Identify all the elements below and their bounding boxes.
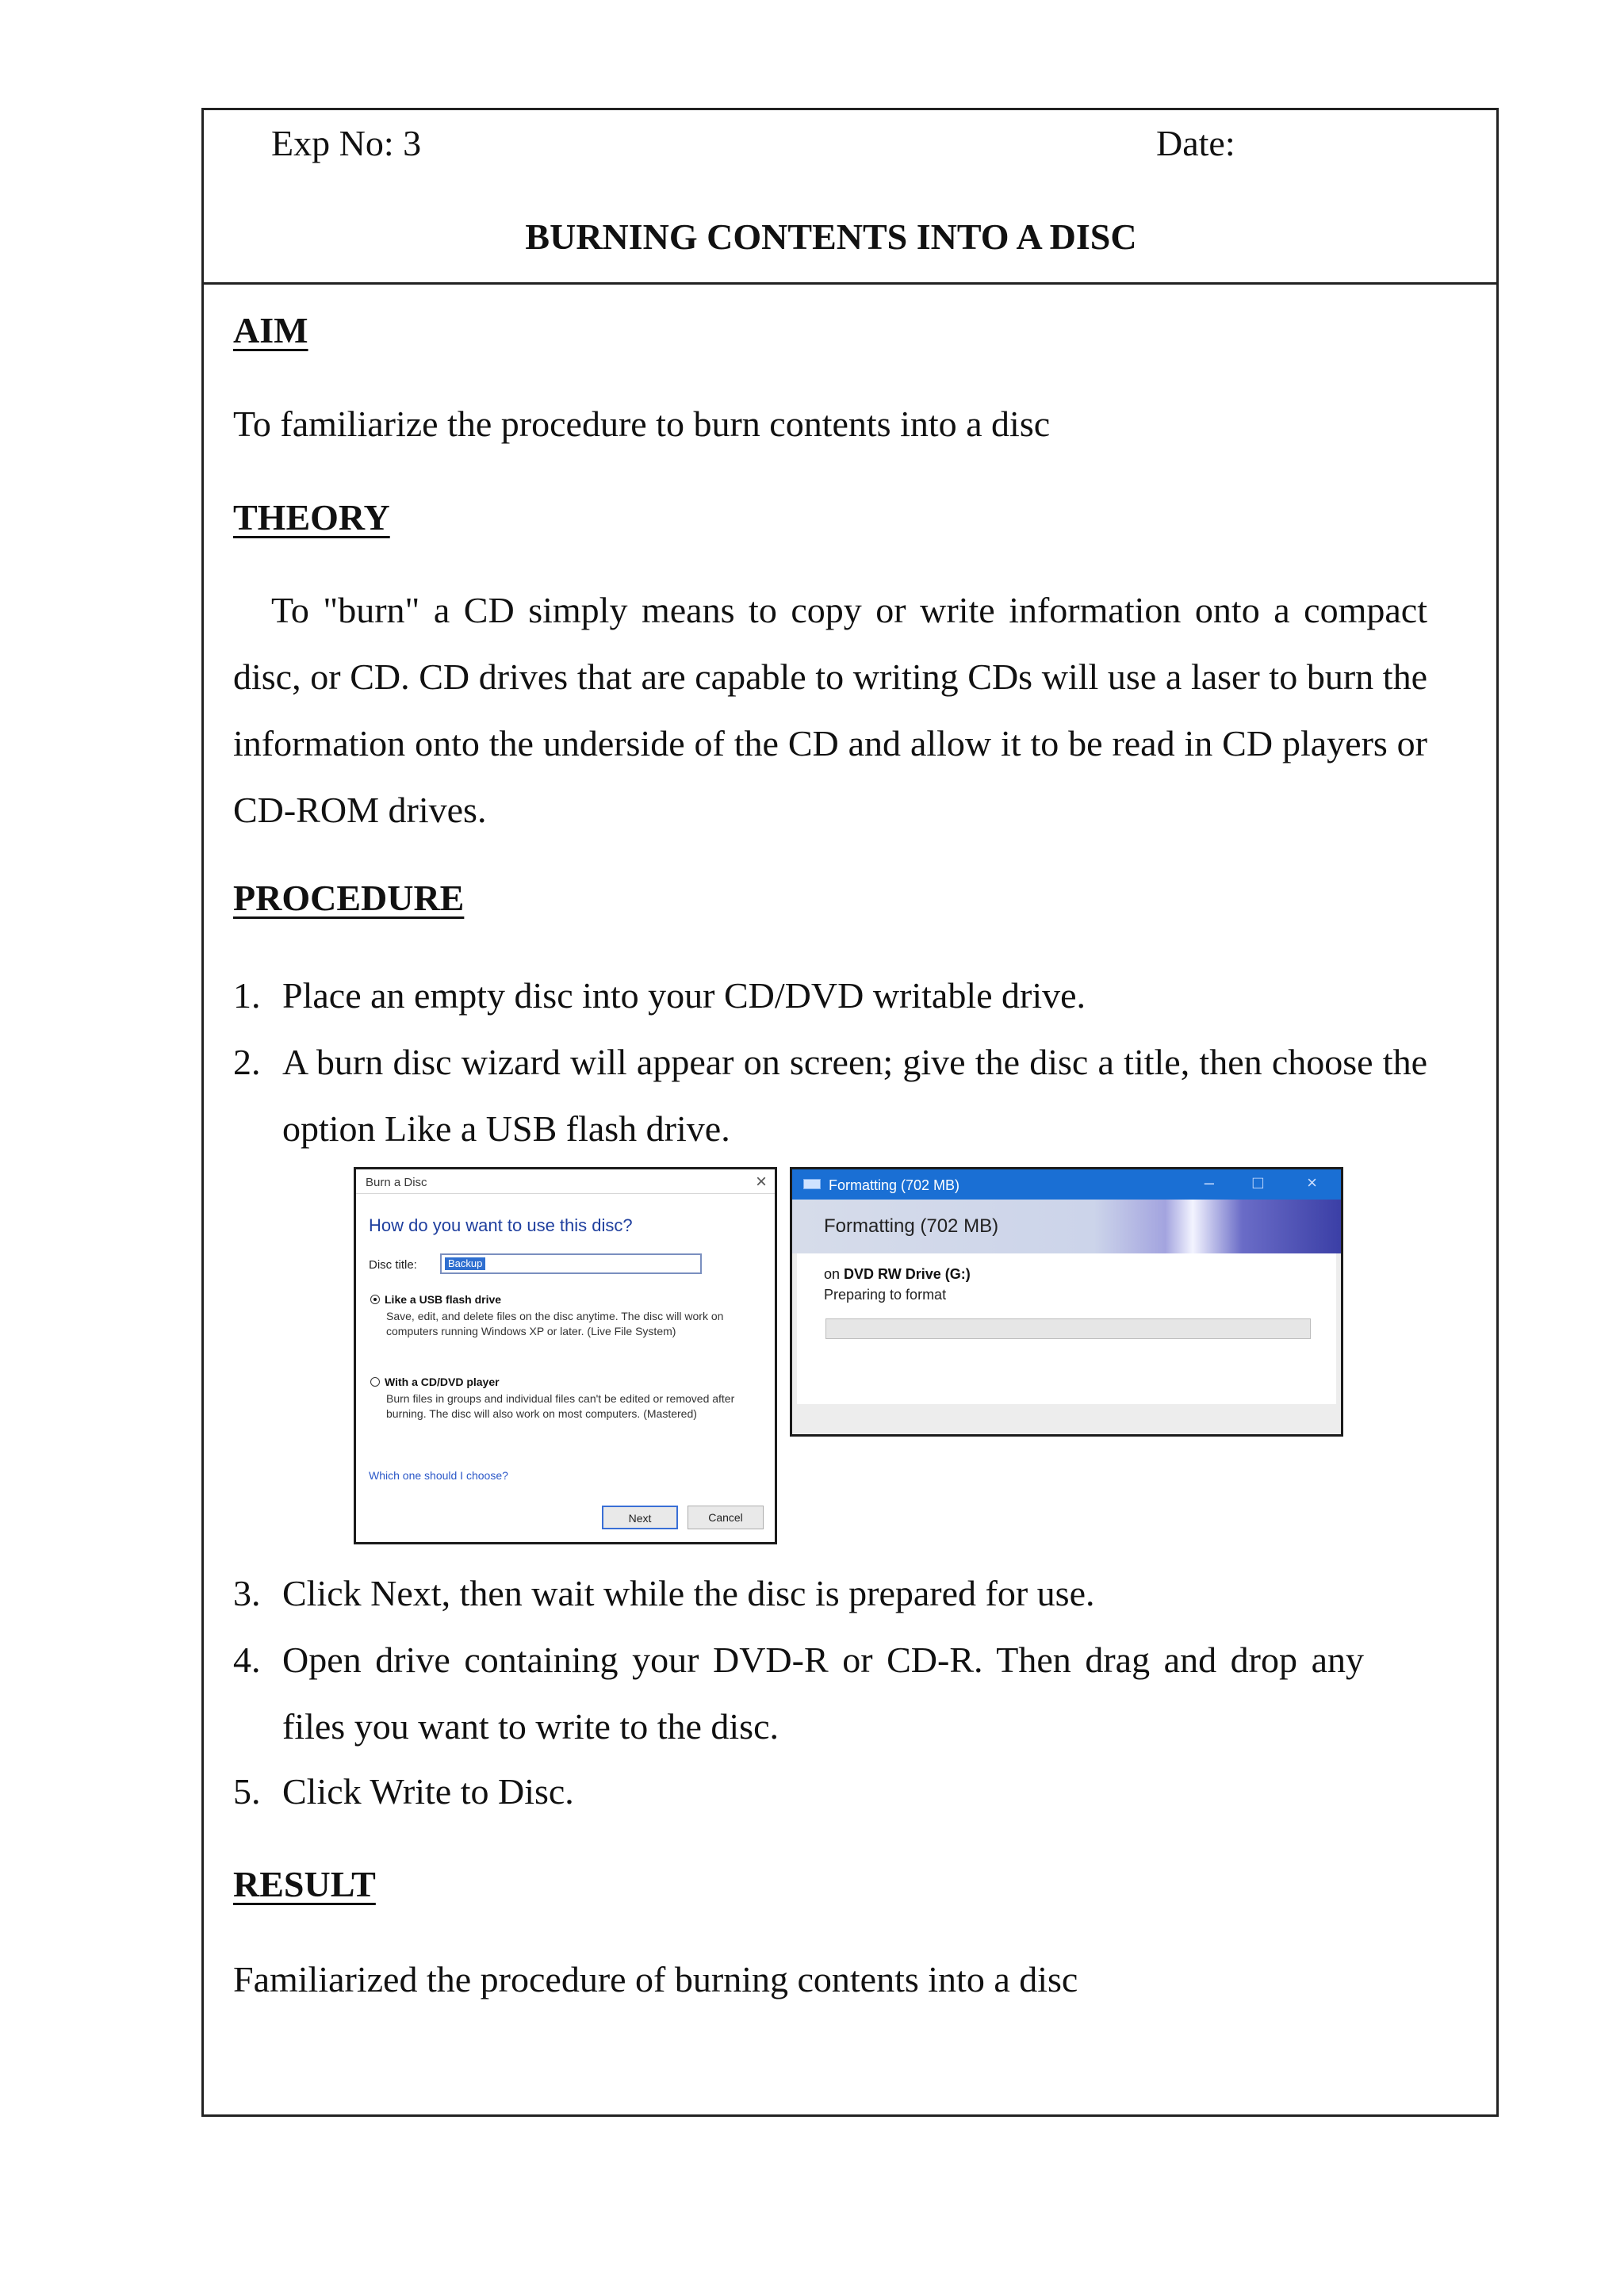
step-number: 3. (233, 1573, 261, 1613)
step-text: Open drive containing your DVD-R or CD-R. Then drag and drop any files you want to write to the disc. (282, 1640, 1364, 1747)
procedure-step-1 (233, 962, 1427, 1029)
procedure-step-5 (233, 1758, 1427, 1825)
format-dialog-body (797, 1253, 1336, 1404)
format-dialog-title: Formatting (702 MB) (829, 1177, 960, 1193)
format-drive-line (824, 1266, 971, 1283)
step-text: A burn disc wizard will appear on screen; give the disc a title, then choose the option Like a USB flash drive. (282, 1042, 1427, 1149)
step-text: Click Next, then wait while the disc is prepared for use. (282, 1573, 1095, 1613)
option-cd-label: With a CD/DVD player (385, 1376, 500, 1388)
procedure-step-3 (233, 1560, 1427, 1627)
aim-heading: AIM (233, 310, 308, 350)
procedure-step-2 (233, 1029, 1427, 1162)
disc-title-value: Backup (445, 1257, 485, 1270)
result-text: Familiarized the procedure of burning contents into a disc (233, 1959, 1078, 1999)
disc-title-label: Disc title: (369, 1258, 417, 1272)
radio-unselected-icon (370, 1377, 380, 1387)
step-text: Click Write to Disc. (282, 1771, 574, 1812)
theory-text: To "burn" a CD simply means to copy or write information onto a compact disc, or CD. CD drives that are capable to writing CDs will use a laser to burn the information onto the underside of the CD and allow it to be read in CD players or CD-ROM drives. (233, 590, 1427, 830)
help-link: Which one should I choose? (369, 1469, 508, 1482)
burn-dialog-titlebar (356, 1169, 775, 1194)
step-number: 2. (233, 1042, 261, 1082)
option-usb-flash-drive (370, 1293, 501, 1306)
option-usb-description: Save, edit, and delete files on the disc anytime. The disc will work on computers running Windows XP or later. (Live File System) (386, 1310, 724, 1337)
date-label: Date: (1156, 123, 1235, 163)
option-usb-label: Like a USB flash drive (385, 1293, 502, 1306)
page-title: BURNING CONTENTS INTO A DISC (525, 216, 1137, 257)
cancel-button: Cancel (688, 1506, 764, 1529)
minimize-icon: – (1204, 1173, 1214, 1192)
procedure-step-4 (233, 1627, 1364, 1760)
disc-title-input (440, 1253, 702, 1274)
format-progress-bar (825, 1318, 1311, 1339)
option-cd-dvd-player (370, 1376, 500, 1388)
drive-name: DVD RW Drive (G:) (844, 1266, 971, 1282)
radio-selected-icon (370, 1295, 380, 1304)
format-dialog-titlebar (792, 1169, 1341, 1200)
option-cd-description: Burn files in groups and individual files can't be edited or removed after burning. The disc will also work on most computers. (Mastered) (386, 1392, 735, 1420)
aim-text: To familiarize the procedure to burn contents into a disc (233, 404, 1051, 444)
burn-dialog-title: Burn a Disc (366, 1176, 427, 1189)
format-status: Preparing to format (824, 1287, 947, 1303)
theory-heading: THEORY (233, 497, 390, 538)
format-dialog-banner (792, 1200, 1341, 1253)
step-number: 1. (233, 975, 261, 1016)
next-button: Next (602, 1506, 678, 1529)
close-icon: × (1307, 1173, 1317, 1192)
step-number: 4. (233, 1640, 261, 1680)
exp-number: Exp No: 3 (271, 123, 422, 163)
burn-dialog-question: How do you want to use this disc? (369, 1215, 633, 1235)
formatting-dialog-screenshot (790, 1167, 1343, 1437)
result-heading: RESULT (233, 1864, 376, 1904)
format-banner-text: Formatting (702 MB) (824, 1215, 999, 1237)
drive-prefix: on (824, 1266, 845, 1282)
close-icon: × (755, 1171, 767, 1192)
step-text: Place an empty disc into your CD/DVD writable drive. (282, 975, 1086, 1016)
step-number: 5. (233, 1771, 261, 1812)
drive-icon (803, 1179, 821, 1189)
procedure-heading: PROCEDURE (233, 878, 465, 918)
burn-disc-dialog-screenshot (354, 1167, 777, 1544)
header-divider (201, 282, 1499, 285)
maximize-icon: □ (1252, 1173, 1263, 1192)
